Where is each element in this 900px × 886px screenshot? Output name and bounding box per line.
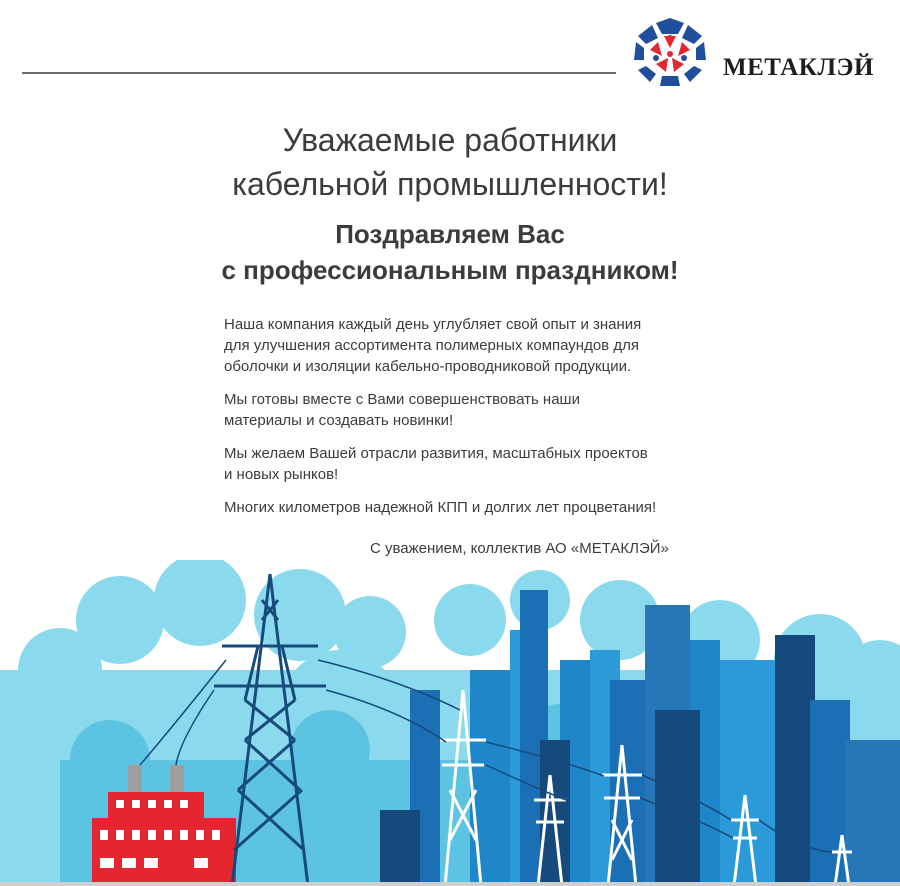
signature: С уважением, коллектив АО «МЕТАКЛЭЙ» [370,540,669,557]
congrats-line: Поздравляем Вас [335,219,565,249]
body-line: для улучшения ассортимента полимерных компаундов для [224,337,639,354]
paragraph-wishes [224,443,724,485]
body-line: оболочки и изоляции кабельно-проводниковой продукции. [224,358,632,375]
logo-wordmark: МЕТАКЛЭЙ [723,54,874,81]
body-line: Многих километров надежной КПП и долгих лет процветания! [224,499,657,516]
body-line: и новых рынков! [224,466,339,483]
congratulation-heading [0,216,900,288]
footer-bar [0,882,900,886]
body-line: Мы готовы вместе с Вами совершенствовать наши [224,391,580,408]
greeting-line: Уважаемые работники [282,122,618,158]
congrats-line: с профессиональным праздником! [221,255,679,285]
body-line: Наша компания каждый день углубляет свой опыт и знания [224,316,642,333]
header-divider [22,72,616,74]
paragraph-ready [224,389,724,431]
greeting-heading [0,118,900,206]
company-logo [626,14,886,86]
greeting-line: кабельной промышленности! [232,166,668,202]
paragraph-experience [224,314,724,377]
message-body [224,314,724,530]
body-line: Мы желаем Вашей отрасли развития, масштабных проектов [224,445,648,462]
paragraph-prosperity [224,497,724,518]
body-line: материалы и создавать новинки! [224,412,454,429]
logo-emblem-icon [626,14,718,90]
industrial-illustration [0,560,900,886]
